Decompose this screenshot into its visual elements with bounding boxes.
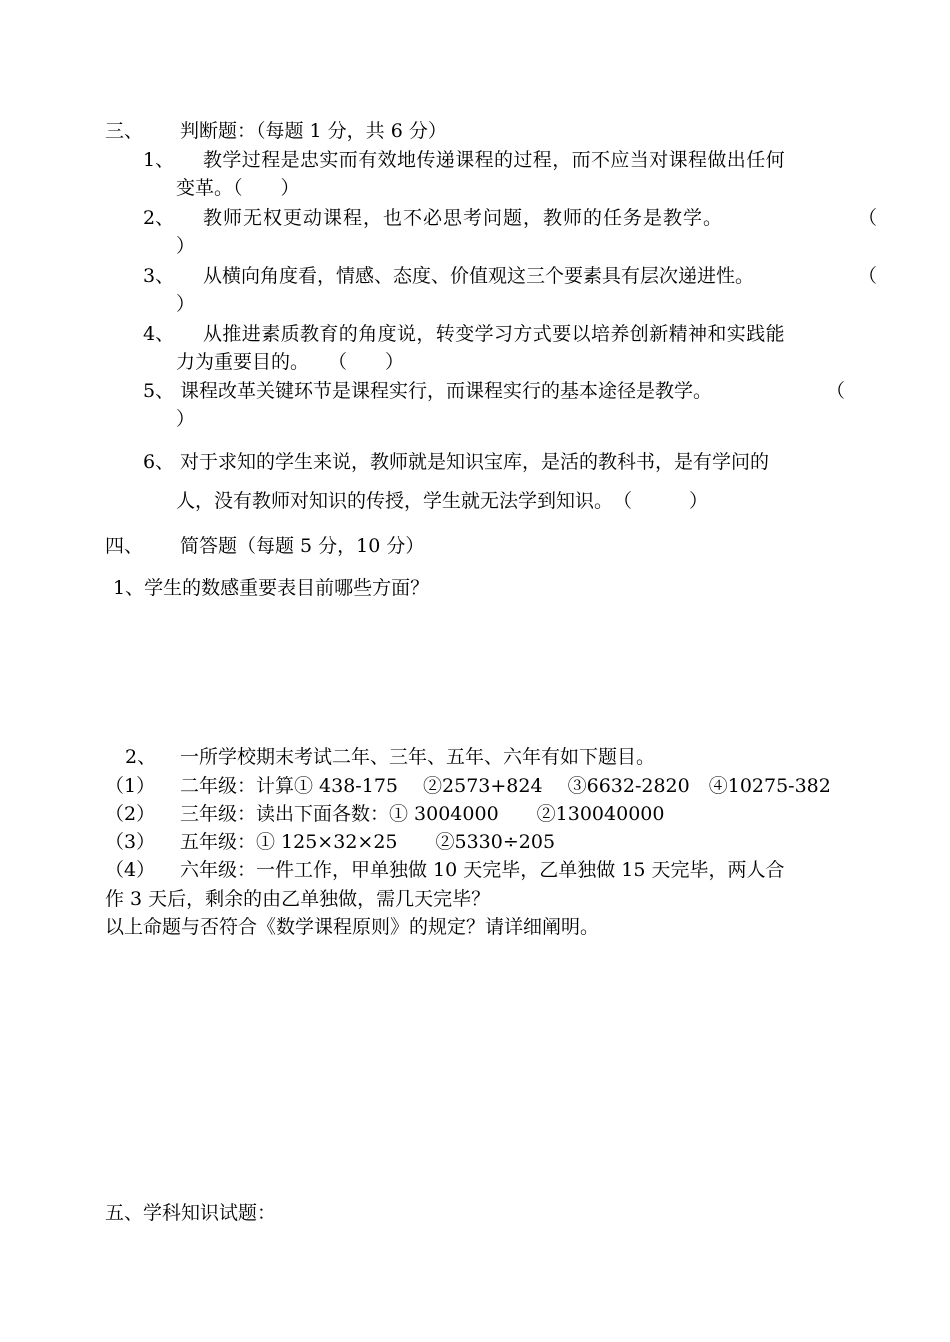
- section-5-title: 五、学科知识试题：: [105, 1202, 277, 1224]
- item-5-paren-open: （: [826, 380, 846, 402]
- item-4-text: 从推进素质教育的角度说，转变学习方式要以培养创新精神和实践能: [203, 323, 786, 345]
- sub-1-number: （1）: [105, 775, 156, 797]
- section-3-number: 三、: [105, 120, 144, 142]
- question-1: 1、学生的数感重要表目前哪些方面？: [113, 577, 430, 599]
- question-2-text: 一所学校期末考试二年、三年、五年、六年有如下题目。: [180, 746, 656, 768]
- sub-3-text: 五年级：① 125×32×25 ②5330÷205: [180, 831, 556, 853]
- item-3-number: 3、: [143, 265, 175, 287]
- question-2-number: 2、: [125, 746, 157, 768]
- sub-4-text: 六年级：一件工作，甲单独做 10 天完毕，乙单独做 15 天完毕，两人合: [180, 859, 785, 881]
- item-1-text-cont: 变革。（ ）: [176, 177, 300, 199]
- section-3-title: 判断题：（每题 1 分，共 6 分）: [180, 120, 447, 142]
- sub-1-text: 二年级：计算① 438-175 ②2573+824 ③6632-2820 ④10275-382: [180, 775, 831, 797]
- item-6-number: 6、: [143, 451, 175, 473]
- item-2-text: 教师无权更动课程，也不必思考问题，教师的任务是教学。: [203, 207, 724, 229]
- question-2-ask: 以上命题与否符合《数学课程原则》的规定？请详细阐明。: [105, 916, 600, 938]
- item-2-paren-close: ）: [176, 235, 196, 257]
- item-1-number: 1、: [143, 149, 175, 171]
- item-2-paren-open: （: [858, 207, 878, 229]
- item-5-number: 5、: [143, 380, 175, 402]
- item-5-paren-close: ）: [176, 408, 196, 430]
- item-4-text-cont: 力为重要目的。 （ ）: [176, 351, 405, 373]
- sub-2-number: （2）: [105, 803, 156, 825]
- item-4-number: 4、: [143, 323, 175, 345]
- item-3-text: 从横向角度看，情感、态度、价值观这三个要素具有层次递进性。: [203, 265, 755, 287]
- sub-2-text: 三年级：读出下面各数：① 3004000 ②130040000: [180, 803, 665, 825]
- item-6-text: 对于求知的学生来说，教师就是知识宝库，是活的教科书，是有学问的: [180, 451, 770, 473]
- item-6-text-cont: 人，没有教师对知识的传授，学生就无法学到知识。 （ ）: [176, 490, 709, 512]
- section-4-number: 四、: [105, 535, 144, 557]
- item-5-text: 课程改革关键环节是课程实行，而课程实行的基本途径是教学。: [180, 380, 713, 402]
- sub-4-text-cont: 作 3 天后，剩余的由乙单独做，需几天完毕？: [105, 888, 491, 910]
- sub-4-number: （4）: [105, 859, 156, 881]
- item-2-number: 2、: [143, 207, 175, 229]
- item-1-text: 教学过程是忠实而有效地传递课程的过程，而不应当对课程做出任何: [203, 149, 786, 171]
- section-4-title: 简答题（每题 5 分，10 分）: [180, 535, 425, 557]
- item-3-paren-open: （: [858, 265, 878, 287]
- sub-3-number: （3）: [105, 831, 156, 853]
- item-3-paren-close: ）: [176, 293, 196, 315]
